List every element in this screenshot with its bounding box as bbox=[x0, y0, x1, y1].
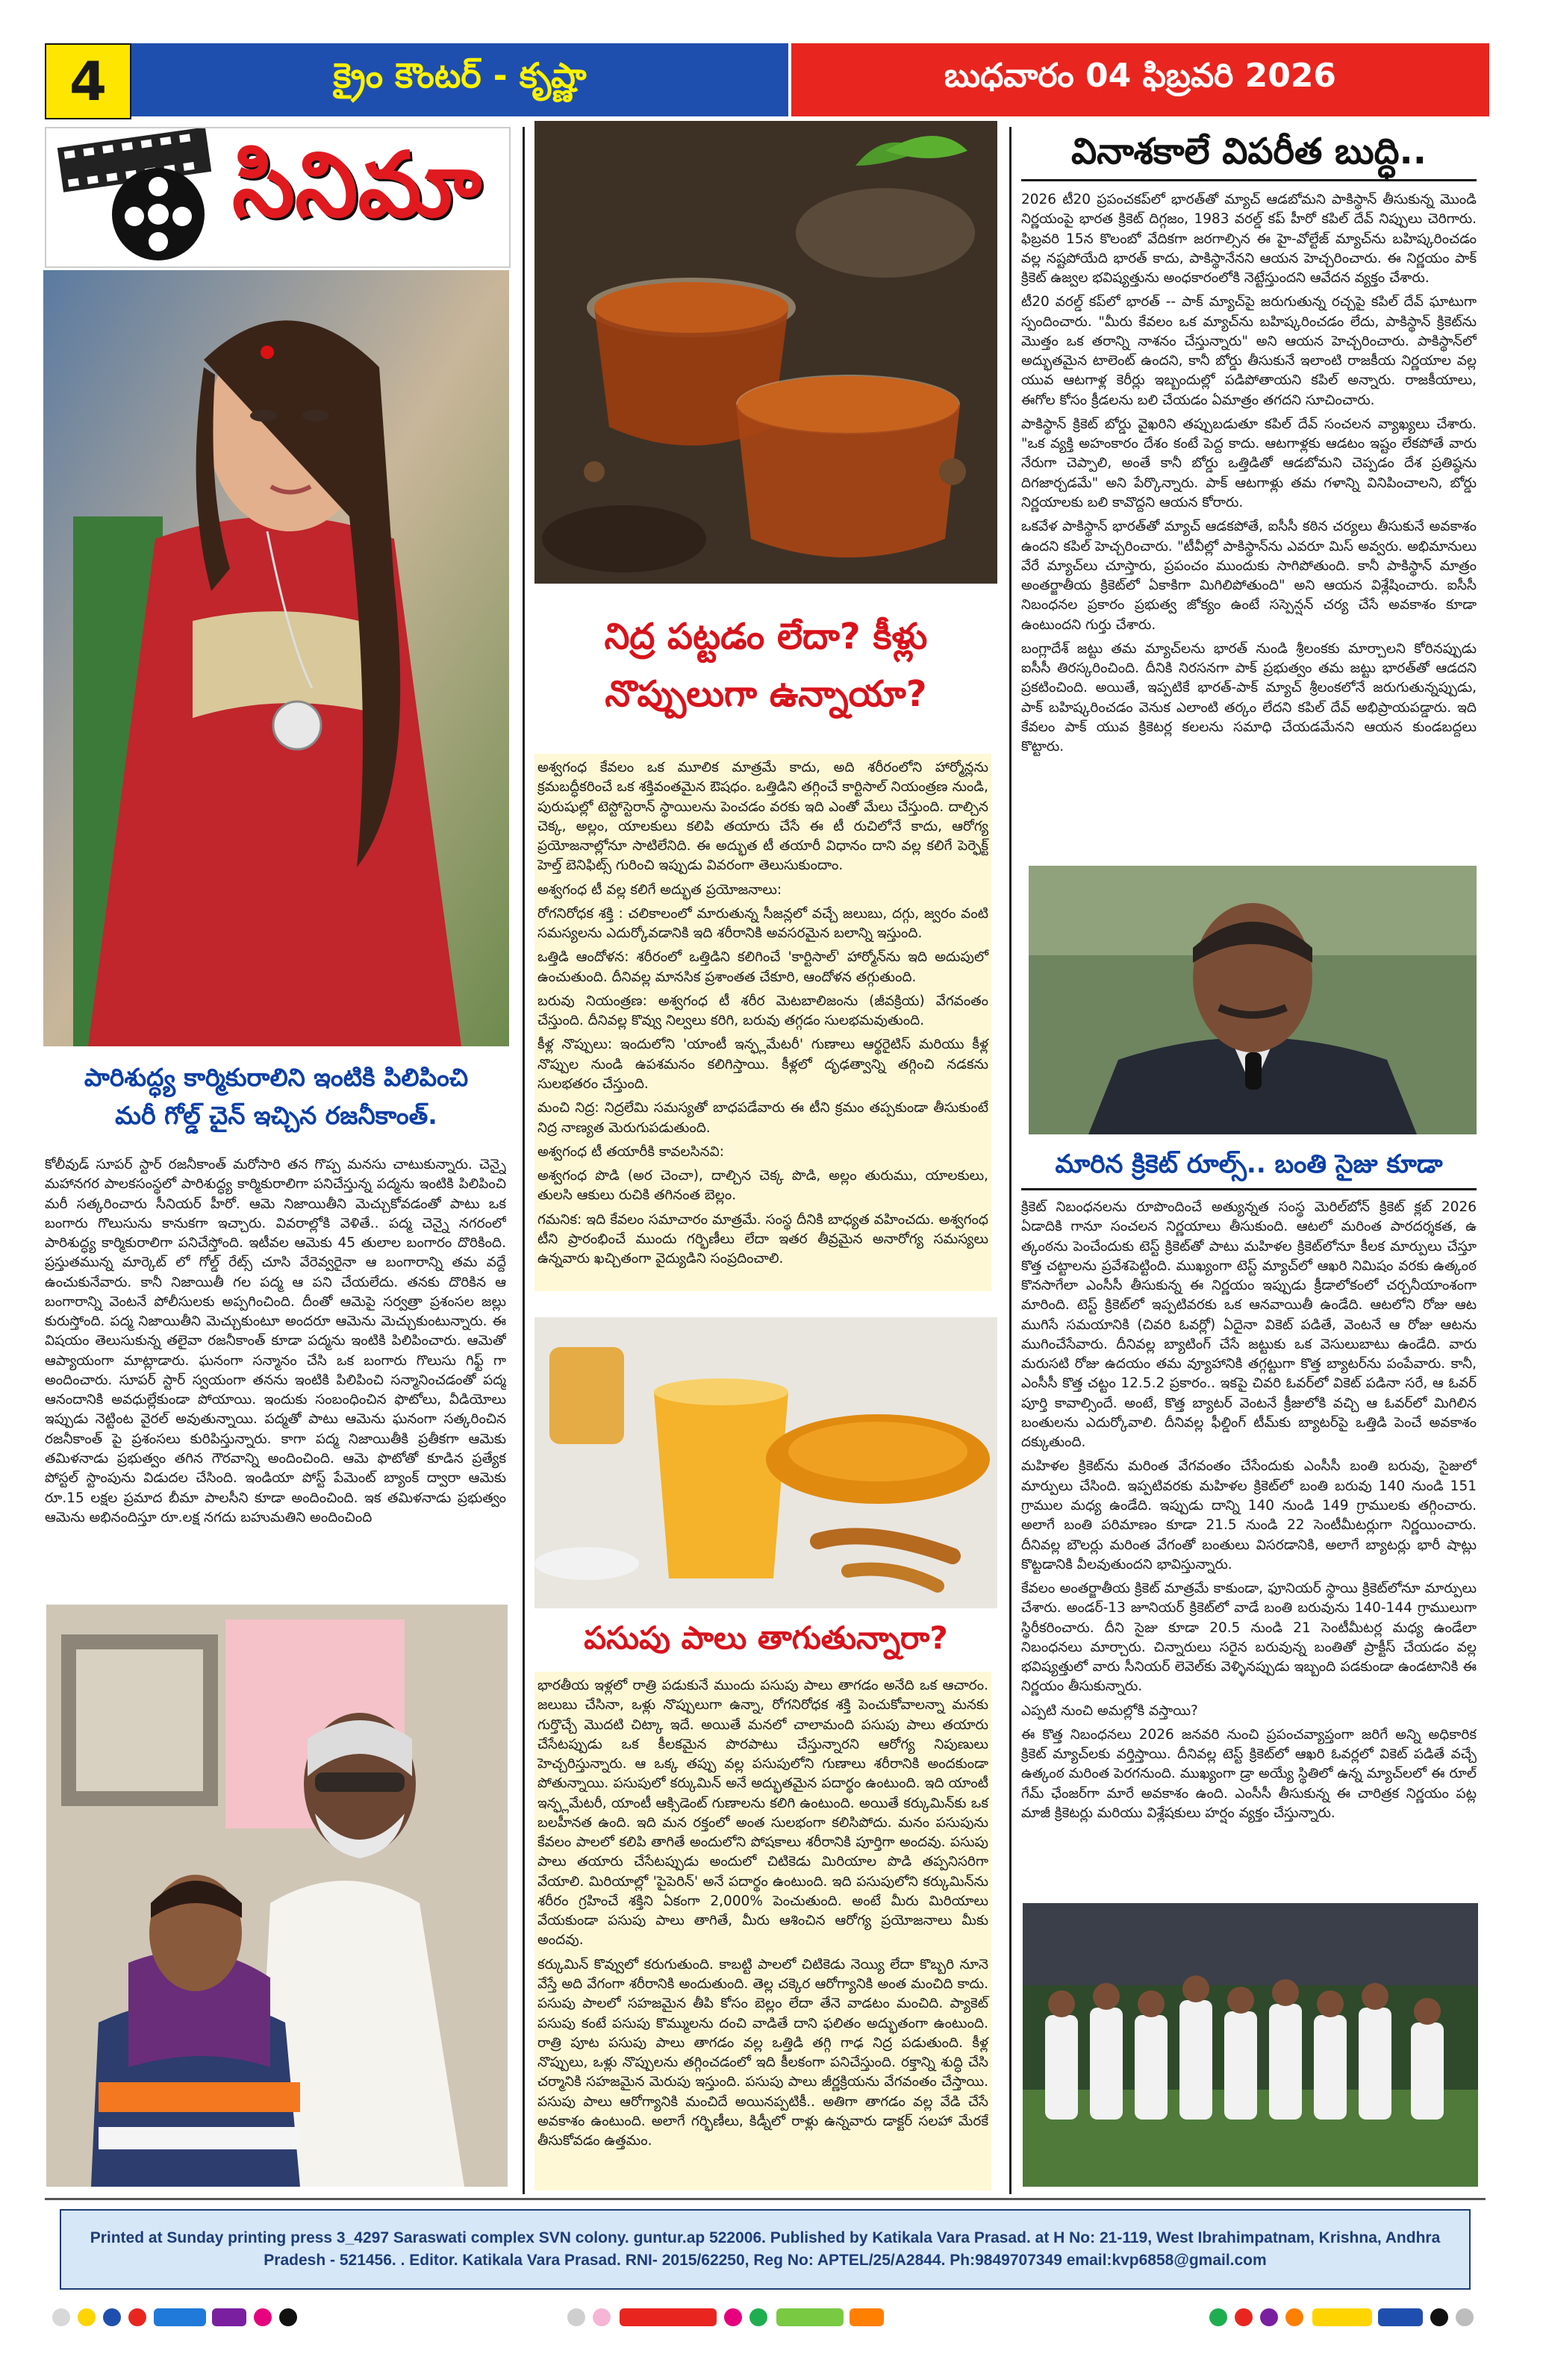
color-mark bbox=[78, 2308, 96, 2326]
sleep-paragraph: కీళ్ల నొప్పులు: ఇందులోని 'యాంటీ ఇన్ఫ్లమేటరీ' గుణాలు ఆర్థరైటిస్ మరియు కీళ్ల నొప్పుల నుండి ఉపశమనం కలిగిస్తాయి. కీళ్లలో దృఢత్వాన్ని తగ్గించి నడకను సులభతరం చేస్తుంది. bbox=[537, 1037, 988, 1092]
rajinikanth-photo bbox=[46, 1605, 508, 2187]
sleep-paragraph: అశ్వగంధ కేవలం ఒక మూలిక మాత్రమే కాదు, అది శరీరంలోని హార్మోన్లను క్రమబద్ధీకరించే ఒక శక్తివంతమైన ఔషధం. ఒత్తిడిని తగ్గించే కార్టిసాల్ నియంత్రణ నుండి, పురుషుల్లో టెస్టోస్టెరాన్ స్థాయిలను పెంచడం వరకు ఇది ఎంతో మేలు చేస్తుంది. దాల్చిన చెక్క, అల్లం, యాలకులు కలిపి తయారు చేసే ఈ టీ రుచిలోనే కాదు, ఆరోగ్య ప్రయోజనాల్లోనూ సాటిలేనిది. ఈ అద్భుత టీ తయారీ విధానం దాని వల్ల కలిగే పెర్ఫెక్ట్ హెల్త్ బెనిఫిట్స్ గురించి ఇప్పుడు వివరంగా తెలుసుకుందాం. bbox=[537, 760, 988, 874]
turmeric-article-body bbox=[534, 1672, 991, 2190]
pakistan-paragraph: బంగ్లాదేశ్ జట్టు తమ మ్యాచ్‌లను భారత్ నుండి శ్రీలంకకు మార్చాలని కోరినప్పుడు ఐసీసీ తిరస్కరించింది. దీనికి నిరసనగా పాక్ ప్రభుత్వం తమ జట్టు భారత్‌తో ఆడదని ప్రకటించింది. అయితే, ఇప్పటికే భారత్-పాక్ మ్యాచ్ శ్రీలంకలోనే జరుగుతున్నప్పుడు, పాక్ బహిష్కరించడం వెనుక ఎలాంటి తర్కం లేదని కపిల్ దేవ్ అభిప్రాయపడ్డారు. ఇది కేవలం పాక్ యువ క్రికెటర్ల కలలను సమాధి చేయడమేనని ఆయన కుండబద్దలు కొట్టారు. bbox=[1021, 640, 1477, 755]
cinema-logo-text: సినిమా bbox=[232, 134, 481, 237]
sleep-headline-line2: నొప్పులుగా ఉన్నాయా? bbox=[605, 672, 927, 715]
sleep-paragraph: అశ్వగంధ టీ తయారీకి కావలసినవి: bbox=[537, 1143, 725, 1160]
color-mark bbox=[776, 2308, 844, 2326]
sleep-headline bbox=[534, 608, 997, 723]
page-number: 4 bbox=[45, 43, 131, 119]
color-mark bbox=[1378, 2308, 1423, 2326]
color-mark bbox=[1430, 2308, 1448, 2326]
cinema-logo bbox=[45, 127, 511, 268]
cricket-paragraph: క్రికెట్ నిబంధనలను రూపొందించే అత్యున్నత సంస్థ మెరిల్‌బోన్ క్రికెట్ క్లబ్ 2026 ఏడాదికి గానూ సంచలన నిర్ణయాలు తీసుకుంది. ఆటలో మరింత పారదర్శకత, ఉ త్కంఠను పెంచేందుకు టెస్ట్ క్రికెట్‌తో పాటు మహిళల క్రికెట్‌లోనూ కీలక మార్పులు చేస్తూ కొత్త చట్టాలను ప్రవేశపెట్టింది. ముఖ్యంగా టెస్ట్ మ్యాచ్‌లో ఆఖరి నిమిషం వరకు ఉత్కంఠ కొనసాగేలా ఎంసీసీ తీసుకున్న ఈ నిర్ణయం ఇప్పుడు క్రీడాలోకంలో చర్చనీయాంశంగా మారింది. టెస్ట్ క్రికెట్‌లో ఇప్పటివరకు ఒక ఆనవాయితీ ఉండేది. ఆటలోని రోజు ఆట ముగిసే సమయానికి (చివరి ఓవర్లో) ఏదైనా వికెట్ పడితే, వెంటనే ఆ రోజు ఆటను ముగించేసేవారు. దీనివల్ల బ్యాటింగ్ చేసే జట్టుకు ఒక వెసులుబాటు ఉండేది. వారు మరుసటి రోజు ఉదయం తమ వ్యూహానికి తగ్గట్టుగా కొత్త బ్యాటర్‌ను పంపేవారు. కానీ, ఎంసీసీ కొత్త చట్టం 12.5.2 ప్రకారం.. ఇకపై చివరి ఓవర్‌లో వికెట్ పడినా సరే, ఆ ఓవర్ పూర్తి కావాల్సిందే. అంటే, కొత్త బ్యాటర్ వెంటనే క్రీజులోకి వచ్చి ఆ ఓవర్‌లో మిగిలిన బంతులను ఎదుర్కోవాలి. దీనివల్ల ఫీల్డింగ్ టీమ్‌కు బ్యాటర్‌పై ఒత్తిడి పెంచే అవకాశం దక్కుతుంది. bbox=[1021, 1199, 1477, 1451]
pakistan-article-body bbox=[1021, 190, 1477, 862]
pakistan-paragraph: పాకిస్థాన్ క్రికెట్ బోర్డు వైఖరిని తప్పుబడుతూ కపిల్ దేవ్ సంచలన వ్యాఖ్యలు చేశారు. "ఒక వ్యక్తి అహంకారం దేశం కంటే పెద్ద కాదు. ఆటగాళ్లకు ఆడటం ఇష్టం లేకపోతే వారు నేరుగా చెప్పాలి, అంతే కానీ బోర్డు ఒత్తిడితో ఆడబోమని చెప్పడం దేశ ప్రతిష్ఠను దిగజార్చడమే" అని పేర్కొన్నారు. పాక్ ఆటగాళ్లు తమ గళాన్ని వినిపించాలని, బోర్డు నిర్ణయాలకు బలి కావొద్దని ఆయన కోరారు. bbox=[1021, 416, 1477, 510]
column-rule bbox=[523, 127, 525, 2194]
cricket-rules-headline: మారిన క్రికెట్ రూల్స్.. బంతి సైజు కూడా bbox=[1055, 1149, 1443, 1179]
section-title: క్రైం కౌంటర్ - కృష్ణా bbox=[131, 43, 788, 116]
color-mark bbox=[1456, 2308, 1474, 2326]
turmeric-paragraph: భారతీయ ఇళ్లలో రాత్రి పడుకునే ముందు పసుపు పాలు తాగడం అనేది ఒక ఆచారం. జలుబు చేసినా, ఒళ్లు నొప్పులుగా ఉన్నా, రోగనిరోధక శక్తి పెంచుకోవాలన్నా మనకు గుర్తొచ్చే మొదటి చిట్కా ఇదే. అయితే మనలో చాలామంది పసుపు పాలు తయారు చేసేటప్పుడు ఒక కీలకమైన పొరపాటు చేస్తున్నారని ఆరోగ్య నిపుణులు హెచ్చరిస్తున్నారు. ఆ ఒక్క తప్పు వల్ల పసుపులోని గుణాలు శరీరానికి అందకుండా పోతున్నాయి. పసుపులో కర్కుమిన్ అనే అద్భుతమైన పదార్థం ఉంటుంది. ఇది యాంటీ ఇన్ఫ్లమేటరీ, యాంటీ ఆక్సిడెంట్ గుణాలను కలిగి ఉంటుంది. అయితే కర్కుమిన్‌కు ఒక బలహీనత ఉంది. ఇది మన రక్తంలో అంత సులభంగా కలిసిపోదు. మనం పసుపును కేవలం పాలలో కలిపి తాగితే అందులోని పోషకాలు శరీరానికి పూర్తిగా అందవు. పసుపు పాలు తయారు చేసేటప్పుడు అందులో చిటికెడు మిరియాల పొడి తప్పనిసరిగా వేయాలి. మిరియాల్లో 'పైపెరిన్' అనే పదార్థం ఉంటుంది. ఇది పసుపులోని కర్కుమిన్‌ను శరీరం గ్రహించే శక్తిని ఏకంగా 2,000% పెంచుతుంది. అంటే మీరు మిరియాలు వేయకుండా పసుపు పాలు తాగితే, మీరు ఆశించిన ఆరోగ్య ప్రయోజనాలు మీకు అందవు. bbox=[537, 1678, 988, 1949]
rajini-headline bbox=[48, 1058, 505, 1134]
sleep-paragraph: రోగనిరోధక శక్తి : చలికాలంలో మారుతున్న సీజన్లలో వచ్చే జలుబు, దగ్గు, జ్వరం వంటి సమస్యలను ఎదుర్కోవడానికి ఇది శరీరానికి అవసరమైన బలాన్ని ఇస్తుంది. bbox=[537, 905, 988, 942]
color-mark bbox=[1235, 2308, 1253, 2326]
pakistan-paragraph: ఒకవేళ పాకిస్థాన్ భారత్‌తో మ్యాచ్ ఆడకపోతే, ఐసీసీ కఠిన చర్యలు తీసుకునే అవకాశం ఉందని కపిల్ హెచ్చరించారు. "టీవీల్లో పాకిస్థాన్‌ను ఎవరూ మిస్ అవ్వరు. అభిమానులు వేరే మ్యాచ్‌లు చూస్తారు, ప్రపంచం ముందుకు సాగిపోతుంది. కానీ పాకిస్థాన్ మాత్రం అంతర్జాతీయ క్రికెట్‌లో ఏకాకిగా మిగిలిపోతుంది" అని ఆయన విశ్లేషించారు. ఐసీసీ నిబంధనల ప్రకారం ప్రభుత్వ జోక్యం ఉంటే సస్పెన్షన్ చర్య చేసే అవకాశం కూడా ఉంటుందని గుర్తు చేశారు. bbox=[1021, 519, 1477, 633]
color-mark bbox=[212, 2308, 246, 2326]
color-mark bbox=[1260, 2308, 1278, 2326]
sleep-article-body bbox=[534, 754, 991, 1291]
color-mark bbox=[724, 2308, 742, 2326]
imprint-line2: Pradesh - 521456. . Editor. Katikala Vara Prasad. RNI- 2015/62250, Reg No: APTEL/25/A2844. Ph:9849707349 email:kvp6858@gmail.com bbox=[264, 2252, 1267, 2269]
cricket-paragraph: కేవలం అంతర్జాతీయ క్రికెట్ మాత్రమే కాకుండా, ఫూనియర్ స్థాయి క్రికెట్‌లోనూ మార్పులు చేశారు. అండర్-13 జూనియర్ క్రికెట్‌లో వాడే బంతి బరువును 140-144 గ్రాములుగా స్థిరీకరించారు. దీని సైజు కూడా 20.5 నుండి 21 సెంటీమీటర్ల మధ్య ఉండేలా నిబంధనలు మార్చారు. చిన్నారులు సరైన బరువున్న బంతితో ప్రాక్టీస్ చేయడం వల్ల భవిష్యత్తులో వారు సీనియర్ లెవెల్‌కు వెళ్ళినప్పుడు ఇబ్బంది పడకుండా ఉండటానికి ఈ నిర్ణయం తీసుకున్నారు. bbox=[1021, 1581, 1477, 1695]
turmeric-headline: పసుపు పాలు తాగుతున్నారా? bbox=[584, 1620, 948, 1656]
pakistan-headline: వినాశకాలే విపరీత బుద్ధి.. bbox=[1070, 131, 1427, 172]
rajini-article-body bbox=[45, 1155, 506, 1581]
rajini-headline-line2: మరీ గోల్డ్ చైన్ ఇచ్చిన రజనీకాంత్. bbox=[115, 1101, 437, 1131]
turmeric-milk-photo bbox=[534, 1317, 997, 1608]
headline-underline bbox=[1021, 1188, 1477, 1190]
headline-underline bbox=[1021, 179, 1477, 181]
sleep-paragraph: మంచి నిద్ర: నిద్రలేమి సమస్యతో బాధపడేవారు ఈ టీని క్రమం తప్పకుండా తీసుకుంటే నిద్ర నాణ్యత మెరుగుపడుతుంది. bbox=[537, 1100, 988, 1136]
rajini-headline-line1: పారిశుద్ధ్య కార్మికురాలిని ఇంటికి పిలిపించి bbox=[84, 1063, 469, 1092]
color-mark bbox=[154, 2308, 206, 2326]
color-mark bbox=[1285, 2308, 1303, 2326]
footer-rule bbox=[45, 2198, 1486, 2200]
sleep-paragraph: అశ్వగంధ పొడి (అర చెంచా), దాల్చిన చెక్క పొడి, అల్లం తురుము, యాలకులు, తులసి ఆకులు రుచికి తగినంత బెల్లం. bbox=[537, 1168, 988, 1204]
kapil-dev-photo bbox=[1029, 866, 1477, 1134]
color-mark bbox=[103, 2308, 121, 2326]
turmeric-paragraph: కర్కుమిన్ కొవ్వులో కరుగుతుంది. కాబట్టి పాలలో చిటికెడు నెయ్యి లేదా కొబ్బరి నూనె వేస్తే అది వేగంగా శరీరానికి అందుతుంది. తెల్ల చక్కెర ఆరోగ్యానికి అంత మంచిది కాదు. పసుపు పాలలో సహజమైన తీపి కోసం బెల్లం లేదా తేనె వాడటం మంచిది. ప్యాకెట్ పసుపు కంటే పసుపు కొమ్ములను దంచి వాడితే దాని ఫలితం అద్భుతంగా ఉంటుంది. రాత్రి పూట పసుపు పాలు తాగడం వల్ల ఒత్తిడి తగ్గి గాఢ నిద్ర పడుతుంది. కీళ్ల నొప్పులు, ఒళ్లు నొప్పులను తగ్గించడంలో ఇది కీలకంగా పనిచేస్తుంది. రక్తాన్ని శుద్ధి చేసి చర్మానికి సహజమైన మెరుపు ఇస్తుంది. పసుపు పాలు జీర్ణక్రియను వేగవంతం చేస్తాయి. పసుపు పాలు ఆరోగ్యానికి మంచిదే అయినప్పటికీ.. అతిగా తాగడం వల్ల వేడి చేసే అవకాశం ఉంటుంది. అలాగే గర్భిణీలు, కిడ్నీలో రాళ్లు ఉన్నవారు డాక్టర్ సలహా మేరకే తీసుకోవడం ఉత్తమం. bbox=[537, 1956, 988, 2149]
sleep-paragraph: ఒత్తిడి ఆందోళన: శరీరంలో ఒత్తిడిని కలిగించే 'కార్టిసాల్' హార్మోన్‌ను ఇది అదుపులో ఉంచుతుంది. దీనివల్ల మానసిక ప్రశాంతత చేకూరి, ఆందోళన తగ్గుతుంది. bbox=[537, 949, 988, 985]
cricket-team-photo bbox=[1023, 1903, 1478, 2187]
color-mark bbox=[52, 2308, 70, 2326]
imprint-box bbox=[60, 2209, 1471, 2290]
tea-photo bbox=[534, 121, 997, 584]
imprint-line1: Printed at Sunday printing press 3_4297 Saraswati complex SVN colony. guntur.ap 522006. Published by Katikala Vara Prasad. at H No: 21-119, West Ibrahimpatnam, Krishna, Andhra bbox=[90, 2228, 1441, 2246]
issue-date: బుధవారం 04 ఫిబ్రవరి 2026 bbox=[791, 43, 1489, 116]
sleep-paragraph: అశ్వగంధ టీ వల్ల కలిగే అద్భుత ప్రయోజనాలు: bbox=[537, 881, 782, 898]
cricket-rules-article-body bbox=[1021, 1198, 1477, 1892]
color-mark bbox=[850, 2308, 884, 2326]
color-mark bbox=[1312, 2308, 1372, 2326]
column-rule bbox=[1009, 127, 1011, 2194]
color-mark bbox=[254, 2308, 272, 2326]
rajini-paragraph: కోలీవుడ్ సూపర్ స్టార్ రజనీకాంత్ మరోసారి తన గొప్ప మనసు చాటుకున్నారు. చెన్నై మహానగర పాలకసంస్థలో పారిశుద్ధ్య కార్మికురాలిగా పనిచేస్తున్న పద్మను ఇంటికి పిలిపించి మరీ సత్కరించారు సీనియర్ హీరో. ఆమె నిజాయితీని మెచ్చుకోవడంతో పాటు ఒక బంగారు గొలుసును కానుకగా ఇచ్చారు. వివరాల్లోకి వెళితే.. పద్మ చెన్నై నగరంలో పారిశుద్ధ్య కార్మికురాలిగా పనిచేస్తోంది. ఇటీవల ఆమెకు 45 తులాల బంగారం దొరికింది. ప్రస్తుతమున్న మార్కెట్ లో గోల్డ్ రేట్స్ చూసి వేరెవ్వరైనా ఆ బంగారాన్ని తమ వద్దే ఉంచుకునేవారు. కానీ నిజాయితీ గల పద్మ ఆ పని చేయలేదు. తనకు దొరికిన ఆ బంగారాన్ని వెంటనే పోలీసులకు అప్పగించింది. దీంతో ఆమెపై సర్వత్రా ప్రశంసల జల్లు కురుస్తోంది. పద్మ నిజాయితీని మెచ్చుకుంటూ అందరూ ఆమెను మెచ్చుకుంటున్నారు. ఈ విషయం తెలుసుకున్న తలైవా రజనీకాంత్ కూడా పద్మను ఇంటికి పిలిపించారు. ఆమెతో ఆప్యాయంగా మాట్లాడారు. ఘనంగా సన్మానం చేసి ఒక బంగారు గొలుసు గిఫ్ట్ గా అందించారు. సూపర్ స్టార్ స్వయంగా తనను ఇంటికి పిలిపించి సన్మానించడంతో పద్మ ఆనందానికి అవధుల్లేకుండా పోయాయి. ఇందుకు సంబంధించిన ఫొటోలు, వీడియోలు ఇప్పుడు నెట్టింట వైరల్‌ అవుతున్నాయి. పద్మతో పాటు ఆమెను ఘనంగా సత్కరించిన రజనీకాంత్ పై ప్రశంసలు కురిపిస్తున్నారు. కాగా పద్మ నిజాయితీకి ప్రతీకగా ఆమెకు తమిళనాడు ప్రభుత్వం తగిన గౌరవాన్ని అందించింది. ఆమె ఫొటోతో కూడిన ప్రత్యేక పోస్టల్ స్టాంపును విడుదల చేసింది. ఇండియా పోస్ట్ పేమెంట్ బ్యాంక్ ద్వారా ఆమెకు రూ.15 లక్షల ప్రమాద బీమా పాలసీని కూడా అందించింది. ఇక తమిళనాడు ప్రభుత్వం ఆమెను అభినందిస్తూ రూ.లక్ష నగదు బహుమతిని అందించింది bbox=[45, 1157, 506, 1525]
pakistan-paragraph: 2026 టీ20 ప్రపంచకప్‌లో భారత్‌తో మ్యాచ్ ఆడబోమని పాకిస్థాన్ తీసుకున్న మొండి నిర్ణయంపై భారత క్రికెట్ దిగ్గజం, 1983 వరల్డ్ కప్ హీరో కపిల్ దేవ్ నిప్పులు చెరిగారు. ఫిబ్రవరి 15న కొలంబో వేదికగా జరగాల్సిన ఈ హై-వోల్టేజ్ మ్యాచ్‌ను బహిష్కరించడం వల్ల నష్టపోయేది భారత్ కాదు, పాకిస్థానేనని ఆయన హెచ్చరించారు. ఈ నిర్ణయం పాక్ క్రికెట్ ఉజ్వల భవిష్యత్తును అంధకారంలోకి నెట్టేస్తుందని ఆవేదన వ్యక్తం చేశారు. bbox=[1021, 192, 1477, 287]
sleep-paragraph: బరువు నియంత్రణ: అశ్వగంధ టీ శరీర మెటబాలిజంను (జీవక్రియ) వేగవంతం చేస్తుంది. దీనివల్ల కొవ్వు నిల్వలు కరిగి, బరువు తగ్గడం సులభమవుతుంది. bbox=[537, 993, 988, 1029]
color-mark bbox=[620, 2308, 717, 2326]
color-mark bbox=[128, 2308, 146, 2326]
pakistan-paragraph: టీ20 వరల్డ్ కప్‌లో భారత్ -- పాక్ మ్యాచ్‌పై జరుగుతున్న రచ్చపై కపిల్ దేవ్ ఘాటుగా స్పందించారు. "మీరు కేవలం ఒక మ్యాచ్‌ను బహిష్కరించడం లేదు, పాకిస్థాన్ క్రికెట్‌ను మొత్తం ఒక తరాన్ని నాశనం చేస్తున్నారు" అని ఆయన హెచ్చరించారు. పాకిస్థాన్‌లో అద్భుతమైన టాలెంట్ ఉందని, కానీ బోర్డు తీసుకునే ఇలాంటి రాజకీయ నిర్ణయాల వల్ల యువ ఆటగాళ్ల కెరీర్లు ఇబ్బందుల్లో పడిపోతాయని కపిల్ అన్నారు. రాజకీయాలు, ఈగోల కోసం క్రీడలను బలి చేయడం ఏమాత్రం తగదని సూచించారు. bbox=[1021, 294, 1477, 408]
color-mark bbox=[749, 2308, 767, 2326]
color-mark bbox=[279, 2308, 297, 2326]
cricket-paragraph: ఎప్పటి నుంచి అమల్లోకి వస్తాయి? bbox=[1021, 1702, 1198, 1719]
cricket-paragraph: ఈ కొత్త నిబంధనలు 2026 జనవరి నుంచి ప్రపంచవ్యాప్తంగా జరిగే అన్ని అధికారిక క్రికెట్ మ్యాచ్‌లకు వర్తిస్తాయి. దీనివల్ల టెస్ట్ క్రికెట్‌లో ఆఖరి ఓవర్లలో వికెట్ పడితే వచ్చే ఉత్కంఠ మరింత పెరగనుంది. ముఖ్యంగా డ్రా అయ్యే స్థితిలో ఉన్న మ్యాచ్‌లలో ఈ రూల్ గేమ్ ఛేంజర్‌గా మారే అవకాశం ఉంది. ఎంసీసీ తీసుకున్న ఈ చారిత్రక నిర్ణయం పట్ల మాజీ క్రికెటర్లు మరియు విశ్లేషకులు హర్షం వ్యక్తం చేస్తున్నారు. bbox=[1021, 1726, 1477, 1821]
sleep-headline-line1: నిద్ర పట్టడం లేదా? కీళ్లు bbox=[604, 616, 928, 658]
color-mark bbox=[567, 2308, 585, 2326]
color-mark bbox=[1209, 2308, 1227, 2326]
color-mark bbox=[593, 2308, 611, 2326]
actress-photo bbox=[43, 270, 509, 1046]
cricket-paragraph: మహిళల క్రికెట్‌ను మరింత వేగవంతం చేసేందుకు ఎంసీసీ బంతి బరువు, సైజులో మార్పులు చేసింది. ఇప్పటివరకు మహిళల క్రికెట్‌లో బంతి బరువు 140 నుండి 151 గ్రాముల మధ్య ఉండేది. ఇప్పుడు దాన్ని 140 నుండి 149 గ్రాములకు తగ్గించారు. అలాగే బంతి పరిమాణం కూడా 21.5 నుండి 22 సెంటీమీటర్లుగా నిర్ణయించారు. దీనివల్ల బౌలర్లు మరింత వేగంతో బంతులు విసరడానికి, అలాగే బ్యాటర్లు భారీ షాట్లు కొట్టడానికి వీలవుతుందని భావిస్తున్నారు. bbox=[1021, 1458, 1477, 1572]
color-registration-strip bbox=[0, 2302, 1543, 2347]
sleep-paragraph: గమనిక: ఇది కేవలం సమాచారం మాత్రమే. సంస్థ దీనికి బాధ్యత వహించదు. అశ్వగంధ టీని ప్రారంభించే ముందు గర్భిణీలు లేదా ఇతర తీవ్రమైన అనారోగ్య సమస్యలు ఉన్నవారు ఖచ్చితంగా వైద్యుడిని సంప్రదించాలి. bbox=[537, 1211, 988, 1267]
